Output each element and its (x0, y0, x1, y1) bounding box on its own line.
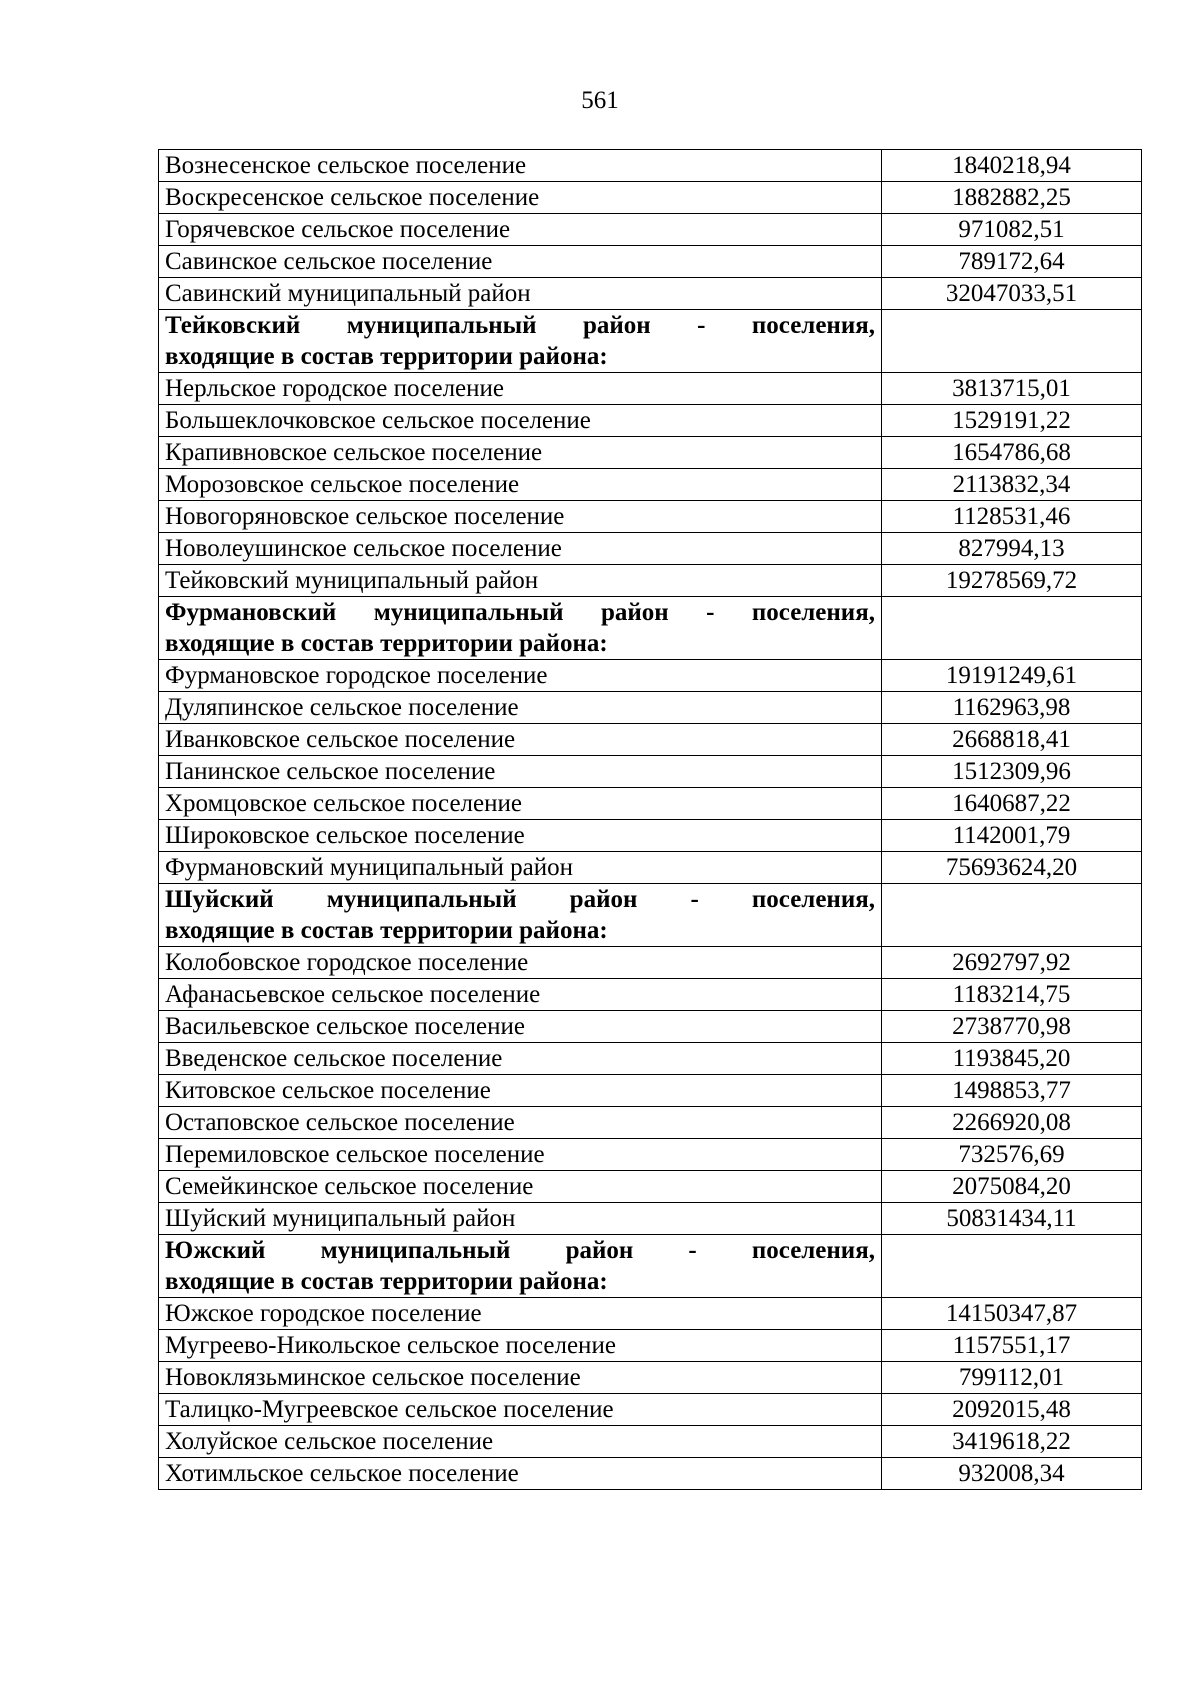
settlement-name-cell: Новолеушинское сельское поселение (159, 533, 882, 565)
amount-cell: 1882882,25 (882, 182, 1142, 214)
amount-cell: 732576,69 (882, 1139, 1142, 1171)
amount-cell: 827994,13 (882, 533, 1142, 565)
amount-cell: 3813715,01 (882, 373, 1142, 405)
amount-cell: 971082,51 (882, 214, 1142, 246)
settlements-table-body (159, 150, 1142, 1490)
table-row (159, 1298, 1142, 1330)
amount-cell: 799112,01 (882, 1362, 1142, 1394)
table-row (159, 437, 1142, 469)
table-row (159, 278, 1142, 310)
district-header-row (159, 597, 1142, 660)
settlement-name-cell: Тейковский муниципальный район (159, 565, 882, 597)
amount-cell: 75693624,20 (882, 852, 1142, 884)
amount-cell: 1128531,46 (882, 501, 1142, 533)
amount-cell: 2692797,92 (882, 947, 1142, 979)
amount-cell: 32047033,51 (882, 278, 1142, 310)
settlement-name-cell: Афанасьевское сельское поселение (159, 979, 882, 1011)
amount-cell: 789172,64 (882, 246, 1142, 278)
table-row (159, 724, 1142, 756)
settlement-name-cell: Савинское сельское поселение (159, 246, 882, 278)
table-row (159, 756, 1142, 788)
amount-cell: 1142001,79 (882, 820, 1142, 852)
amount-cell: 2266920,08 (882, 1107, 1142, 1139)
table-row (159, 501, 1142, 533)
amount-cell: 2092015,48 (882, 1394, 1142, 1426)
amount-cell: 1529191,22 (882, 405, 1142, 437)
table-row (159, 182, 1142, 214)
settlement-name-cell: Иванковское сельское поселение (159, 724, 882, 756)
amount-cell: 2075084,20 (882, 1171, 1142, 1203)
district-header-line2: входящие в состав территории района: (165, 343, 608, 370)
table-row (159, 1330, 1142, 1362)
settlement-name-cell: Семейкинское сельское поселение (159, 1171, 882, 1203)
settlement-name-cell: Перемиловское сельское поселение (159, 1139, 882, 1171)
table-row (159, 788, 1142, 820)
table-row (159, 150, 1142, 182)
amount-cell: 2113832,34 (882, 469, 1142, 501)
district-header-cell (159, 310, 882, 373)
table-row (159, 1107, 1142, 1139)
amount-cell: 1193845,20 (882, 1043, 1142, 1075)
amount-cell: 1840218,94 (882, 150, 1142, 182)
table-row (159, 820, 1142, 852)
amount-cell: 19191249,61 (882, 660, 1142, 692)
table-row (159, 1458, 1142, 1490)
settlement-name-cell: Талицко-Мугреевское сельское поселение (159, 1394, 882, 1426)
settlement-name-cell: Крапивновское сельское поселение (159, 437, 882, 469)
settlement-name-cell: Большеклочковское сельское поселение (159, 405, 882, 437)
settlement-name-cell: Новоклязьминское сельское поселение (159, 1362, 882, 1394)
amount-cell: 14150347,87 (882, 1298, 1142, 1330)
amount-cell: 19278569,72 (882, 565, 1142, 597)
amount-cell: 1498853,77 (882, 1075, 1142, 1107)
settlement-name-cell: Морозовское сельское поселение (159, 469, 882, 501)
settlements-table (158, 149, 1142, 1490)
table-row (159, 565, 1142, 597)
amount-cell (882, 310, 1142, 373)
table-row (159, 852, 1142, 884)
table-row (159, 979, 1142, 1011)
settlement-name-cell: Вознесенское сельское поселение (159, 150, 882, 182)
settlement-name-cell: Горячевское сельское поселение (159, 214, 882, 246)
amount-cell: 1654786,68 (882, 437, 1142, 469)
district-header-line1: Тейковский муниципальный район - поселения, (165, 312, 875, 339)
settlement-name-cell: Воскресенское сельское поселение (159, 182, 882, 214)
amount-cell (882, 597, 1142, 660)
table-row (159, 1426, 1142, 1458)
district-header-line2: входящие в состав территории района: (165, 917, 608, 944)
settlement-name-cell: Колобовское городское поселение (159, 947, 882, 979)
table-row (159, 246, 1142, 278)
settlement-name-cell: Введенское сельское поселение (159, 1043, 882, 1075)
amount-cell: 3419618,22 (882, 1426, 1142, 1458)
amount-cell (882, 884, 1142, 947)
table-row (159, 1043, 1142, 1075)
table-row (159, 1011, 1142, 1043)
amount-cell: 2738770,98 (882, 1011, 1142, 1043)
settlement-name-cell: Китовское сельское поселение (159, 1075, 882, 1107)
table-row (159, 533, 1142, 565)
settlement-name-cell: Фурмановский муниципальный район (159, 852, 882, 884)
table-row (159, 660, 1142, 692)
amount-cell: 1640687,22 (882, 788, 1142, 820)
table-row (159, 947, 1142, 979)
settlement-name-cell: Широковское сельское поселение (159, 820, 882, 852)
amount-cell: 50831434,11 (882, 1203, 1142, 1235)
table-row (159, 692, 1142, 724)
table-row (159, 1171, 1142, 1203)
table-row (159, 469, 1142, 501)
table-row (159, 405, 1142, 437)
district-header-line1: Шуйский муниципальный район - поселения, (165, 886, 875, 913)
amount-cell: 1183214,75 (882, 979, 1142, 1011)
settlement-name-cell: Шуйский муниципальный район (159, 1203, 882, 1235)
district-header-row (159, 310, 1142, 373)
district-header-cell (159, 597, 882, 660)
amount-cell: 1162963,98 (882, 692, 1142, 724)
amount-cell: 1512309,96 (882, 756, 1142, 788)
settlement-name-cell: Холуйское сельское поселение (159, 1426, 882, 1458)
settlement-name-cell: Южское городское поселение (159, 1298, 882, 1330)
settlement-name-cell: Новогоряновское сельское поселение (159, 501, 882, 533)
district-header-row (159, 1235, 1142, 1298)
settlement-name-cell: Фурмановское городское поселение (159, 660, 882, 692)
settlement-name-cell: Остаповское сельское поселение (159, 1107, 882, 1139)
table-row (159, 1394, 1142, 1426)
settlement-name-cell: Мугреево-Никольское сельское поселение (159, 1330, 882, 1362)
district-header-line1: Южский муниципальный район - поселения, (165, 1237, 875, 1264)
amount-cell: 1157551,17 (882, 1330, 1142, 1362)
amount-cell (882, 1235, 1142, 1298)
district-header-cell (159, 884, 882, 947)
district-header-line1: Фурмановский муниципальный район - поселения, (165, 599, 875, 626)
settlement-name-cell: Хромцовское сельское поселение (159, 788, 882, 820)
table-row (159, 1362, 1142, 1394)
table-row (159, 214, 1142, 246)
amount-cell: 2668818,41 (882, 724, 1142, 756)
settlement-name-cell: Панинское сельское поселение (159, 756, 882, 788)
settlement-name-cell: Васильевское сельское поселение (159, 1011, 882, 1043)
page-number: 561 (581, 87, 619, 114)
settlement-name-cell: Дуляпинское сельское поселение (159, 692, 882, 724)
settlement-name-cell: Хотимльское сельское поселение (159, 1458, 882, 1490)
district-header-line2: входящие в состав территории района: (165, 630, 608, 657)
district-header-row (159, 884, 1142, 947)
settlement-name-cell: Савинский муниципальный район (159, 278, 882, 310)
table-row (159, 1075, 1142, 1107)
district-header-line2: входящие в состав территории района: (165, 1268, 608, 1295)
amount-cell: 932008,34 (882, 1458, 1142, 1490)
table-row (159, 1203, 1142, 1235)
district-header-cell (159, 1235, 882, 1298)
settlement-name-cell: Нерльское городское поселение (159, 373, 882, 405)
table-row (159, 373, 1142, 405)
table-row (159, 1139, 1142, 1171)
